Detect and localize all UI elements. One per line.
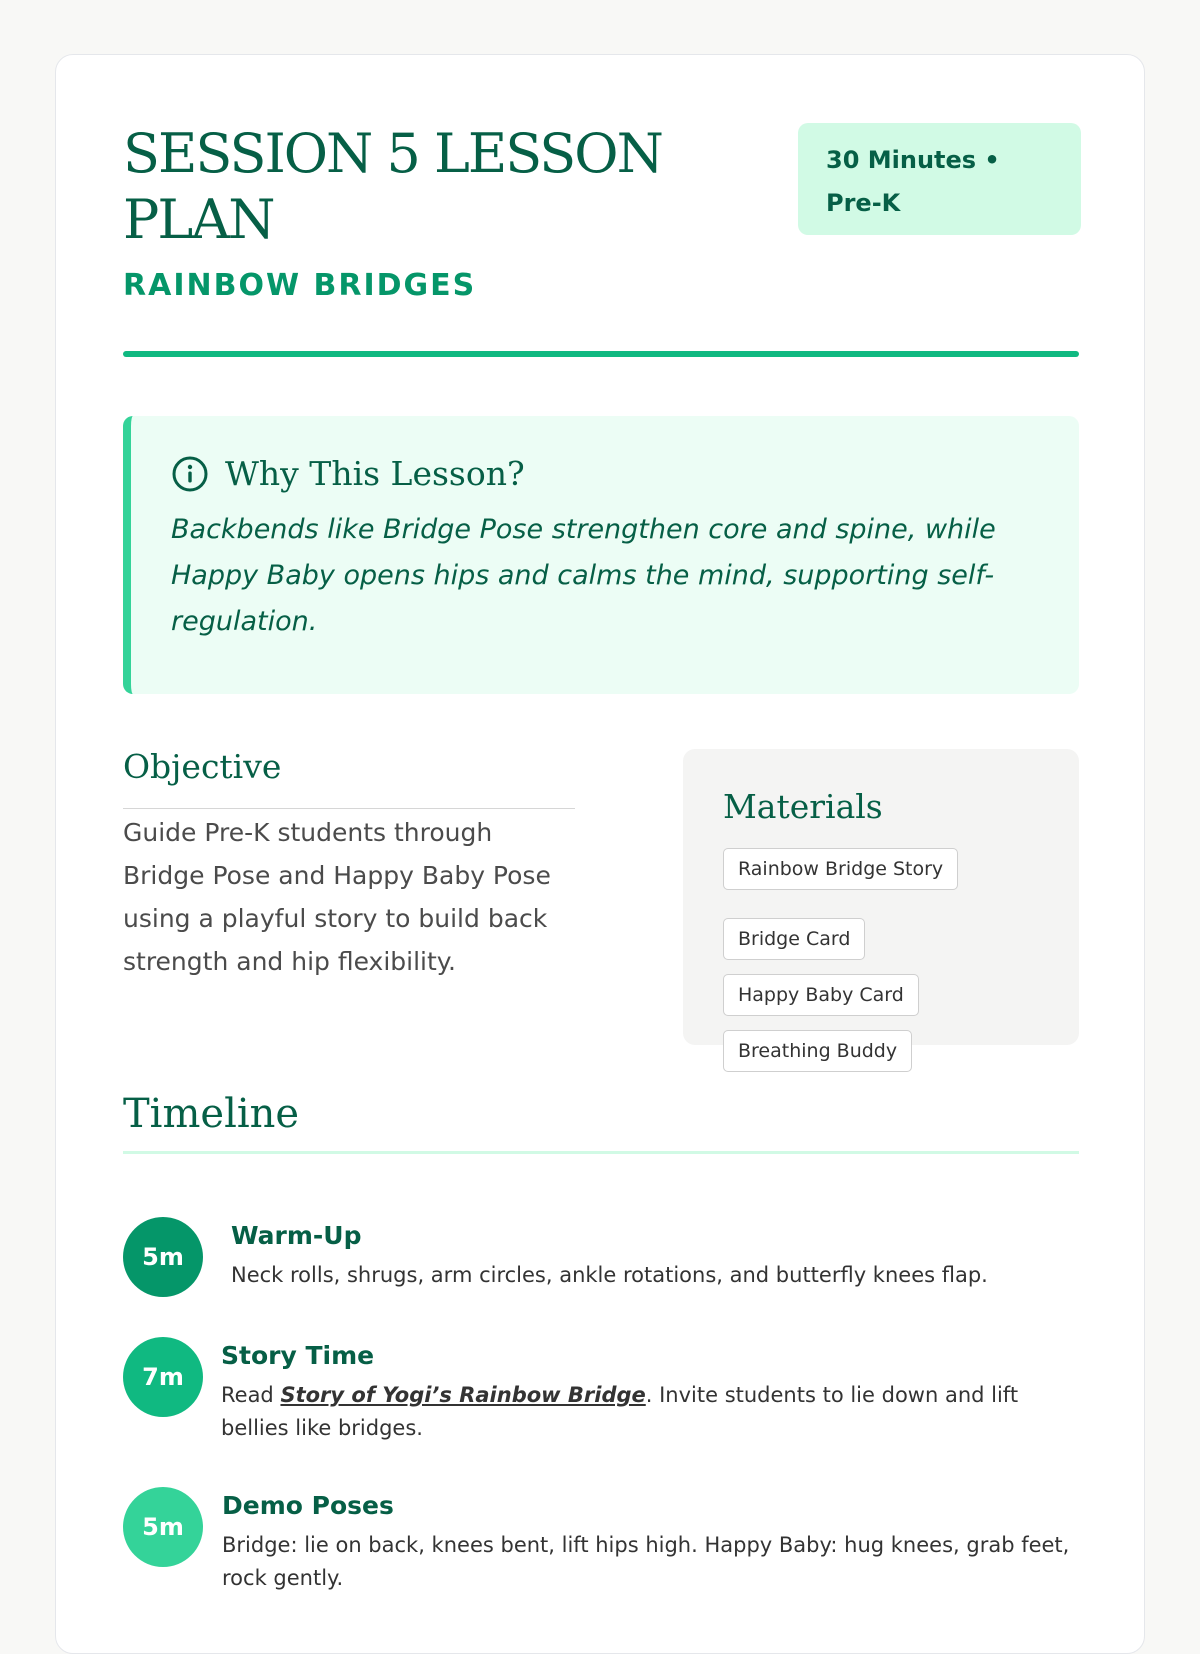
text-after: . Invite students to lie down and lift bellies like bridges. [221,1383,1019,1440]
lesson-subtitle: RAINBOW BRIDGES [123,268,477,303]
why-heading [171,454,1039,493]
timeline-item-text: Neck rolls, shrugs, arm circles, ankle rotations, and butterfly knees flap. [231,1263,988,1287]
lesson-plan-card [55,54,1145,1654]
materials-heading: Materials [723,787,883,826]
objective-divider [123,808,575,809]
materials-list [723,848,1039,1072]
story-link[interactable]: Story of Yogi’s Rainbow Bridge [280,1383,646,1407]
why-text: Backbends like Bridge Pose strengthen core and spine, while Happy Baby opens hips and calms the mind, supporting self-regulation. [171,514,996,637]
why-title: Why This Lesson? [225,454,525,493]
text-before: Read [221,1383,281,1407]
material-tag: Happy Baby Card [723,974,919,1016]
why-this-lesson-callout [123,416,1079,694]
timeline-item-title: Demo Poses [222,1491,394,1520]
material-tag: Breathing Buddy [723,1030,912,1072]
header-divider [123,351,1079,357]
duration-dot: 7m [123,1337,203,1417]
info-icon [171,455,209,493]
objective-heading: Objective [123,747,282,786]
duration-dot: 5m [123,1487,203,1567]
timeline-item-title: Warm-Up [231,1221,362,1250]
material-tag: Rainbow Bridge Story [723,848,958,890]
material-tag: Bridge Card [723,918,865,960]
page-title: SESSION 5 LESSON PLAN [123,122,662,251]
timeline-item-text: Bridge: lie on back, knees bent, lift hips high. Happy Baby: hug knees, grab feet, rock gently. [222,1533,1070,1590]
timeline-divider [123,1151,1079,1154]
duration-badge: 30 Minutes • Pre-K [798,123,1081,235]
objective-text: Guide Pre-K students through Bridge Pose and Happy Baby Pose using a playful story to build back strength and hip flexibility. [123,818,551,976]
materials-panel [683,749,1079,1062]
timeline-item-title: Story Time [221,1341,375,1370]
timeline-item-text [221,1379,1071,1445]
duration-dot: 5m [123,1217,203,1297]
timeline-heading: Timeline [123,1091,300,1137]
